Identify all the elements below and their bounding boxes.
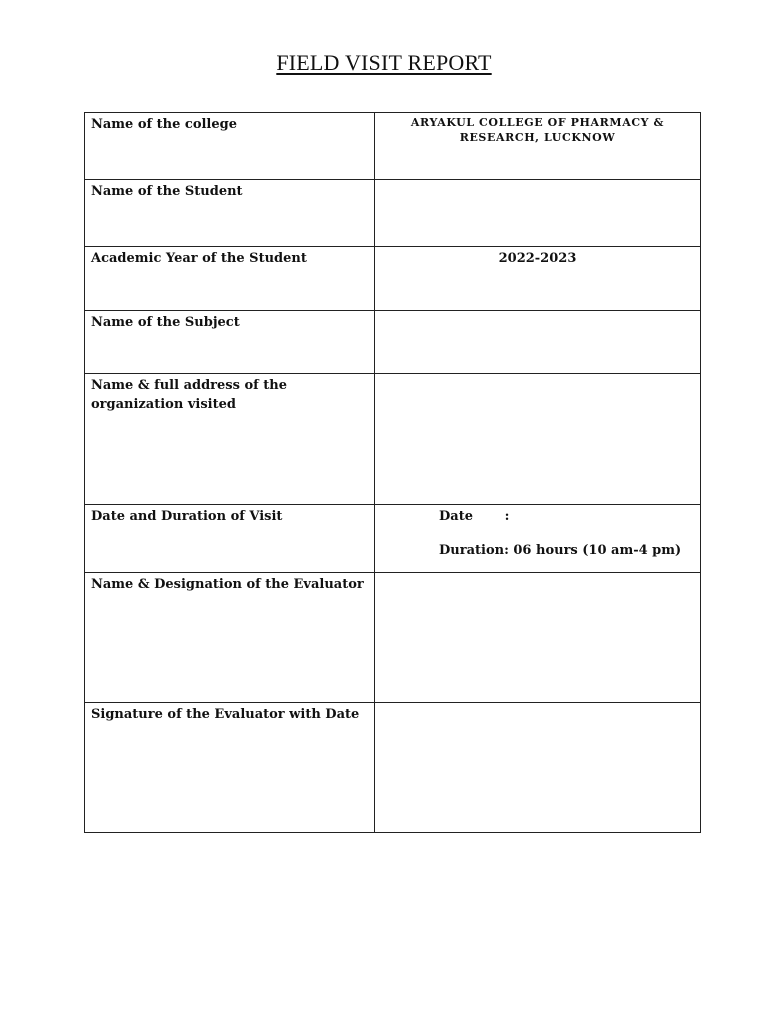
report-title: FIELD VISIT REPORT xyxy=(276,50,492,75)
table-row xyxy=(85,505,701,573)
label-college: Name of the college xyxy=(85,113,375,180)
visit-duration-text: Duration: 06 hours (10 am-4 pm) xyxy=(439,543,682,558)
label-organization: Name & full address of the organization visited xyxy=(85,374,375,505)
value-signature xyxy=(375,703,701,833)
table-row xyxy=(85,311,701,374)
table-row xyxy=(85,247,701,311)
college-name: ARYAKUL COLLEGE OF PHARMACY & RESEARCH, LUCKNOW xyxy=(410,116,665,144)
label-academic-year: Academic Year of the Student xyxy=(85,247,375,311)
label-subject: Name of the Subject xyxy=(85,311,375,374)
visit-date-text: Date : xyxy=(439,509,510,524)
value-academic-year: 2022-2023 xyxy=(375,247,701,311)
value-evaluator xyxy=(375,573,701,703)
table-row xyxy=(85,573,701,703)
value-organization xyxy=(375,374,701,505)
value-college xyxy=(375,113,701,180)
date-duration-block xyxy=(383,507,692,560)
label-evaluator: Name & Designation of the Evaluator xyxy=(85,573,375,703)
label-date-duration: Date and Duration of Visit xyxy=(85,505,375,573)
label-signature: Signature of the Evaluator with Date xyxy=(85,703,375,833)
table-row xyxy=(85,113,701,180)
table-row xyxy=(85,180,701,247)
label-student: Name of the Student xyxy=(85,180,375,247)
value-subject xyxy=(375,311,701,374)
value-student xyxy=(375,180,701,247)
table-row xyxy=(85,374,701,505)
table-row xyxy=(85,703,701,833)
report-table xyxy=(84,112,701,833)
value-date-duration xyxy=(375,505,701,573)
